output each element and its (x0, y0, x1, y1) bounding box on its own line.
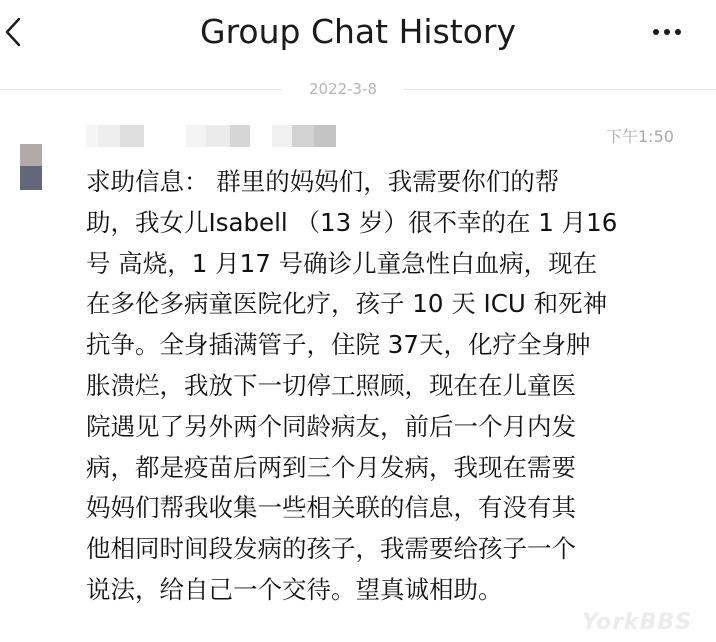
sender-name-blurred (86, 125, 346, 147)
message-line: 号 高烧，1 月17 号确诊儿童急性白血病，现在 (86, 248, 598, 278)
date-separator (0, 79, 716, 99)
message-line: 求助信息： 群里的妈妈们，我需要你们的帮 (86, 167, 560, 196)
message-text (86, 162, 690, 611)
message-line: 在多伦多病童医院化疗，孩子 10 天 ICU 和死神 (86, 289, 608, 319)
date-label: 2022-3-8 (308, 80, 378, 98)
message-line: 他相同时间段发病的孩子，我需要给孩子一个 (86, 534, 576, 564)
page-title: Group Chat History (200, 12, 516, 51)
divider-left (0, 89, 282, 90)
message-line: 妈妈们帮我收集一些相关联的信息，有没有其 (86, 493, 576, 523)
message-line: 院遇见了另外两个同龄病友，前后一个月内发 (86, 411, 576, 441)
message-line: 助，我女儿Isabell （13 岁）很不幸的在 1 月16 (86, 207, 618, 237)
avatar[interactable] (20, 144, 42, 190)
message-line: 抗争。全身插满管子，住院 37天，化疗全身肿 (86, 330, 591, 360)
divider-right (404, 89, 716, 90)
message-line: 说法，给自己一个交待。望真诚相助。 (86, 574, 503, 604)
message-line: 病，都是疫苗后两到三个月发病，我现在需要 (86, 452, 576, 482)
watermark: YorkBBS (582, 610, 693, 635)
more-horizontal-icon (644, 20, 690, 44)
app-header (0, 0, 716, 66)
message-line: 胀溃烂，我放下一切停工照顾，现在在儿童医 (86, 370, 576, 400)
message-timestamp: 下午1:50 (606, 127, 674, 146)
more-options-button[interactable] (644, 20, 690, 44)
